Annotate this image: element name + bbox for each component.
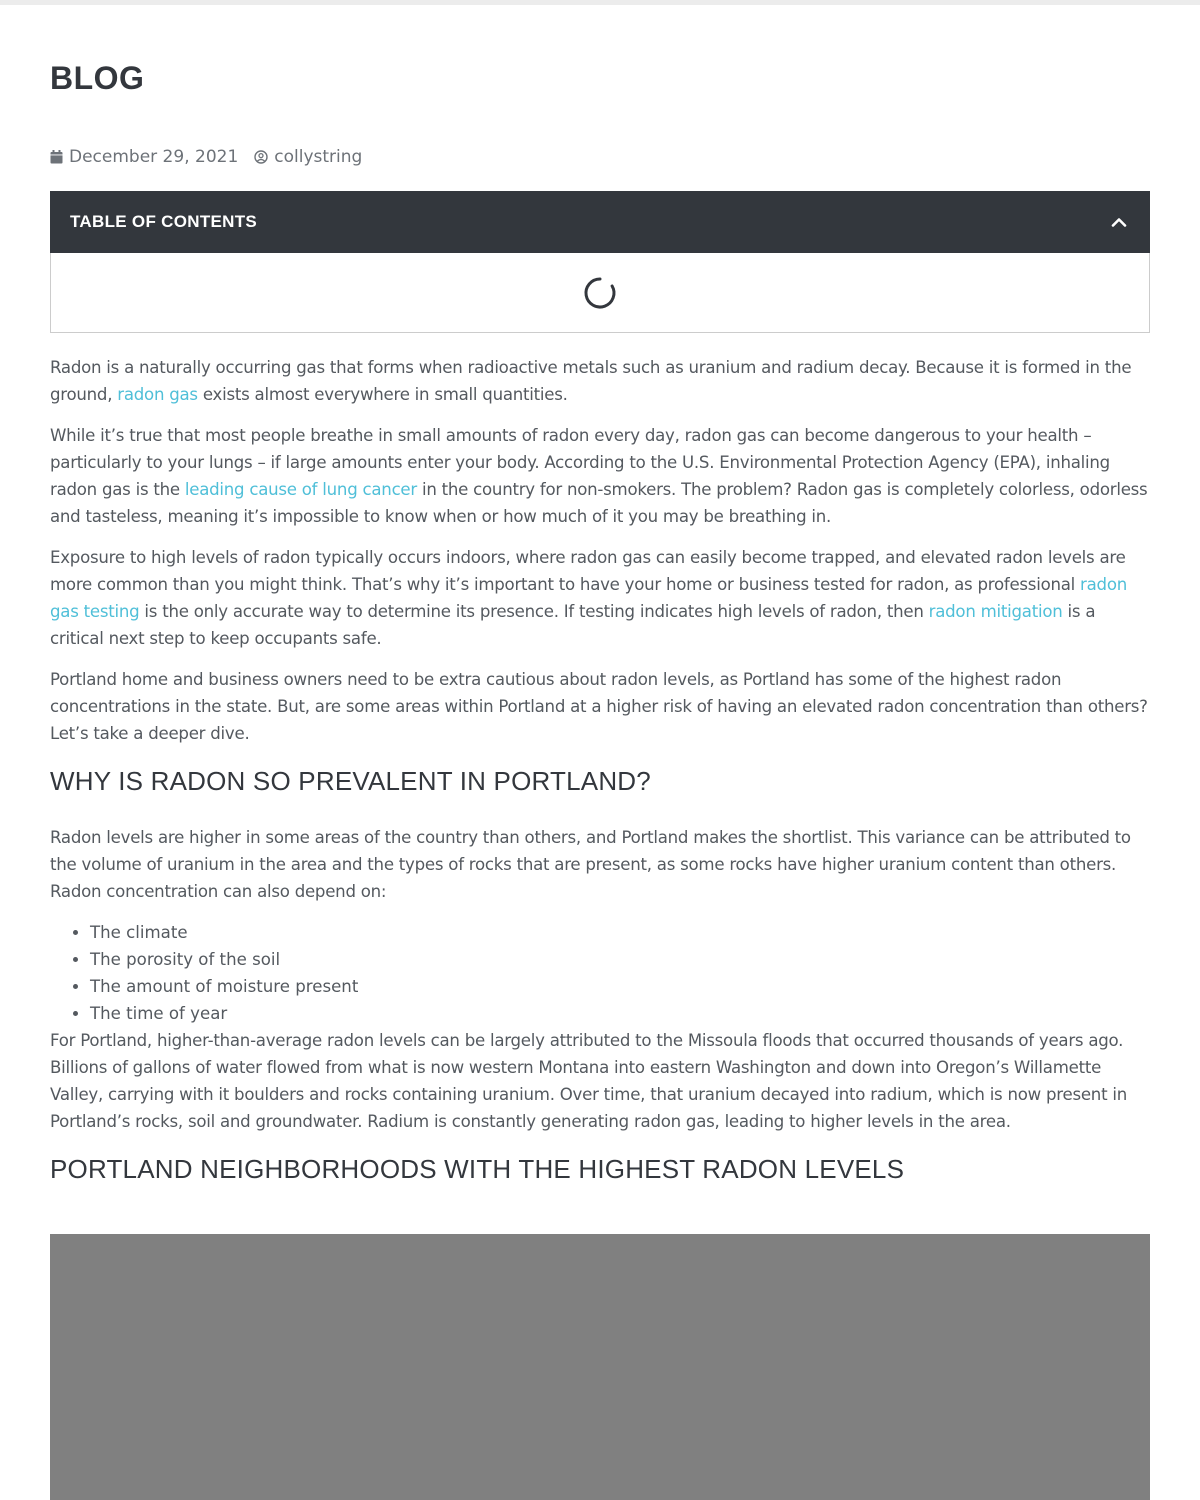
table-of-contents xyxy=(50,191,1150,333)
paragraph-missoula: For Portland, higher-than-average radon levels can be largely attributed to the Missoula floods that occurred thousands of years ago. Billions of gallons of water flowed from what is now western Montana into eastern Washington and down into Oregon’s Willamette Valley, carrying with it boulders and rocks containing uranium. Over time, that uranium decayed into radium, which is now present in Portland’s rocks, soil and groundwater. Radium is constantly generating radon gas, leading to higher levels in the area. xyxy=(50,1031,1127,1131)
chevron-up-icon xyxy=(1111,217,1127,227)
paragraph-portland: Portland home and business owners need to be extra cautious about radon levels, as Portland has some of the highest radon concentrations in the state. But, are some areas within Portland at a higher risk of having an elevated radon concentration than others? Let’s take a deeper dive. xyxy=(50,670,1148,743)
calendar-icon xyxy=(50,150,63,164)
paragraph-variance: Radon levels are higher in some areas of the country than others, and Portland makes the shortlist. This variance can be attributed to the volume of uranium in the area and the types of rocks that are present, as some rocks have higher uranium content than others. Radon concentration can also depend on: xyxy=(50,828,1131,901)
link-radon-testing[interactable]: radon gas testing xyxy=(50,575,1127,621)
list-item: • The time of year xyxy=(90,1000,1150,1027)
list-item: • The climate xyxy=(90,919,1150,946)
text-segment: While it’s true that most people breathe in small amounts of radon every day, radon gas can become dangerous to your health – particularly to your lungs – if large amounts enter your body. According to the U.S. Environmental Protection Agency (EPA), inhaling radon gas is the xyxy=(50,426,1110,499)
article-content xyxy=(50,354,1150,1211)
list-item: • The porosity of the soil xyxy=(90,946,1150,973)
paragraph-exposure xyxy=(50,544,1150,652)
user-circle-icon xyxy=(254,150,268,164)
text-segment: Radon is a naturally occurring gas that forms when radioactive metals such as uranium and radium decay. Because it is formed in the ground, xyxy=(50,358,1132,404)
heading-why-radon: WHY IS RADON SO PREVALENT IN PORTLAND? xyxy=(50,766,651,796)
list-item: • The amount of moisture present xyxy=(90,973,1150,1000)
post-meta xyxy=(50,146,378,168)
toc-header[interactable] xyxy=(50,191,1150,253)
paragraph-intro xyxy=(50,354,1150,408)
post-date-text[interactable]: December 29, 2021 xyxy=(69,147,239,167)
toc-title: TABLE OF CONTENTS xyxy=(70,212,258,231)
text-segment: Exposure to high levels of radon typically occurs indoors, where radon gas can easily become trapped, and elevated radon levels are more common than you might think. That’s why it’s important to have your home or business tested for radon, as professional xyxy=(50,548,1126,594)
post-author-text[interactable]: collystring xyxy=(274,147,363,167)
spinner-icon xyxy=(582,275,618,311)
text-segment: in the country for non-smokers. The problem? Radon gas is completely colorless, odorless and tasteless, meaning it’s impossible to know when or how much of it you may be breathing in. xyxy=(50,480,1148,526)
link-radon-mitigation[interactable]: radon mitigation xyxy=(928,602,1063,621)
paragraph-health xyxy=(50,422,1150,530)
post-author xyxy=(254,147,362,167)
toc-body xyxy=(50,253,1150,333)
page-title: BLOG xyxy=(50,60,145,96)
heading-neighborhoods: PORTLAND NEIGHBORHOODS WITH THE HIGHEST RADON LEVELS xyxy=(50,1154,905,1184)
text-segment: exists almost everywhere in small quantities. xyxy=(197,385,568,404)
link-lung-cancer[interactable]: leading cause of lung cancer xyxy=(184,480,417,499)
top-strip xyxy=(0,0,1200,5)
factor-list xyxy=(50,919,1150,1027)
text-segment: is a critical next step to keep occupants safe. xyxy=(50,602,1096,648)
text-segment: is the only accurate way to determine its presence. If testing indicates high levels of radon, then xyxy=(139,602,929,621)
toc-toggle-button[interactable] xyxy=(1108,211,1130,233)
image-placeholder xyxy=(50,1234,1150,1500)
post-date xyxy=(50,147,238,167)
link-radon-gas[interactable]: radon gas xyxy=(117,385,198,404)
